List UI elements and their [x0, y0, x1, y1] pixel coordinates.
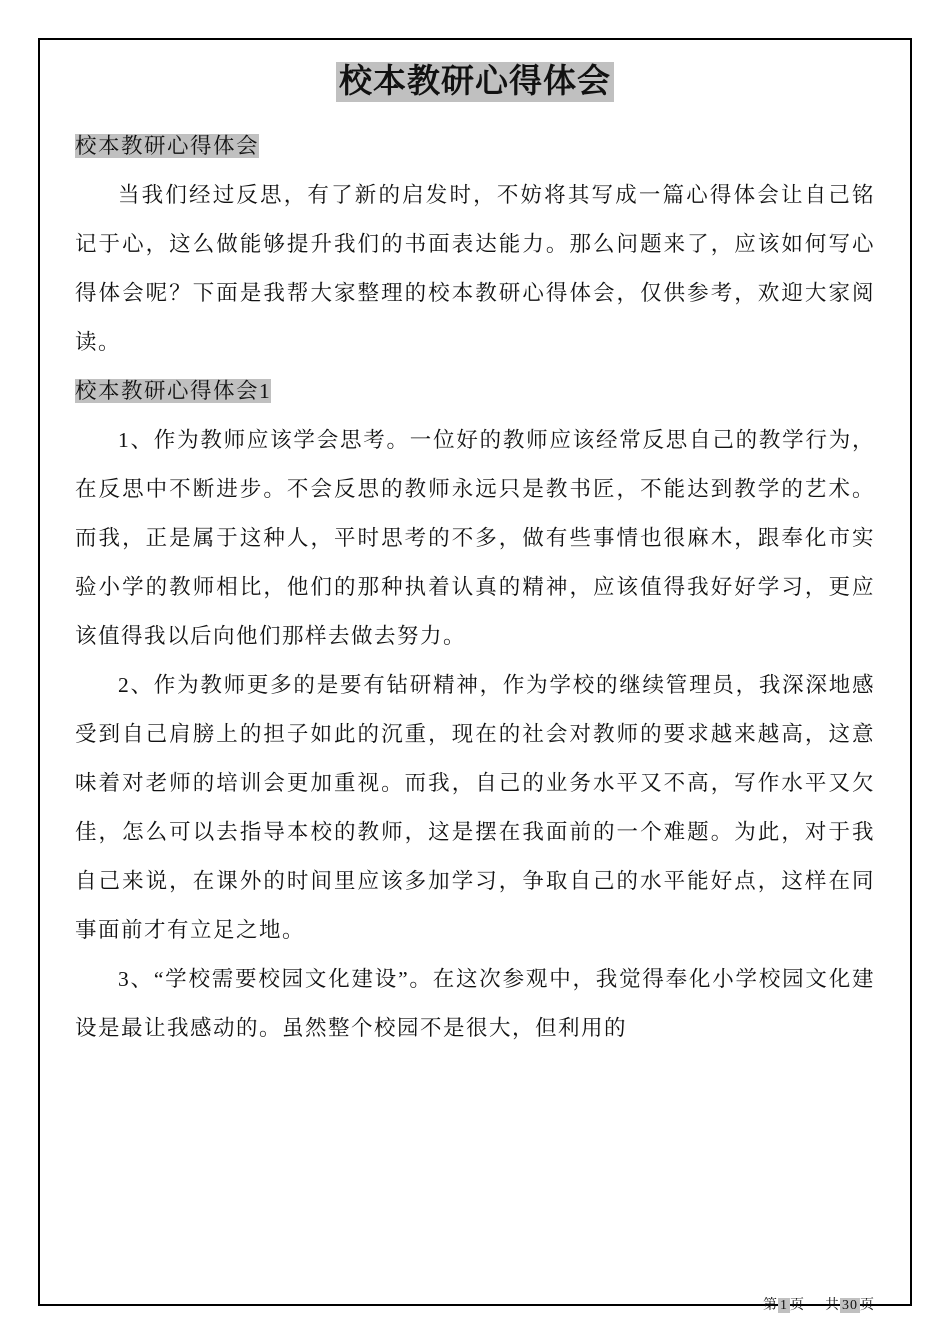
- document-title: [75, 58, 875, 106]
- total-page-number: 30: [842, 1298, 858, 1313]
- page-number-field: 第 1 页: [763, 1298, 805, 1313]
- doc-subtitle: 校本教研心得体会: [75, 134, 260, 158]
- document-body: [75, 122, 875, 1053]
- body-paragraph-2: 2、作为教师更多的是要有钻研精神，作为学校的继续管理员，我深深地感受到自己肩膀上的担子如此的沉重，现在的社会对教师的要求越来越高，这意味着对老师的培训会更加重视。而我，自己的业务水平又不高，写作水平又欠佳，怎么可以去指导本校的教师，这是摆在我面前的一个难题。为此，对于我自己来说，在课外的时间里应该多加学习，争取自己的水平能好点，这样在同事面前才有立足之地。: [75, 673, 875, 942]
- title-highlight: 校本教研心得体会: [336, 62, 614, 102]
- document-content: [75, 58, 875, 1053]
- section-heading-1: 校本教研心得体会1: [75, 379, 272, 403]
- body-paragraph-3: 3、“学校需要校园文化建设”。在这次参观中，我觉得奉化小学校园文化建设是最让我感动的。虽然整个校园不是很大，但利用的: [75, 967, 875, 1040]
- total-pages-field: 共 30 页: [825, 1298, 875, 1313]
- intro-paragraph: 当我们经过反思，有了新的启发时，不妨将其写成一篇心得体会让自己铭记于心，这么做能够提升我们的书面表达能力。那么问题来了，应该如何写心得体会呢？下面是我帮大家整理的校本教研心得体会，仅供参考，欢迎大家阅读。: [75, 183, 875, 354]
- body-paragraph-1: 1、作为教师应该学会思考。一位好的教师应该经常反思自己的教学行为，在反思中不断进步。不会反思的教师永远只是教书匠，不能达到教学的艺术。而我，正是属于这种人，平时思考的不多，做有些事情也很麻木，跟奉化市实验小学的教师相比，他们的那种执着认真的精神，应该值得我好好学习，更应该值得我以后向他们那样去做去努力。: [75, 428, 875, 648]
- page-footer: [763, 1294, 875, 1314]
- current-page-number: 1: [780, 1298, 788, 1313]
